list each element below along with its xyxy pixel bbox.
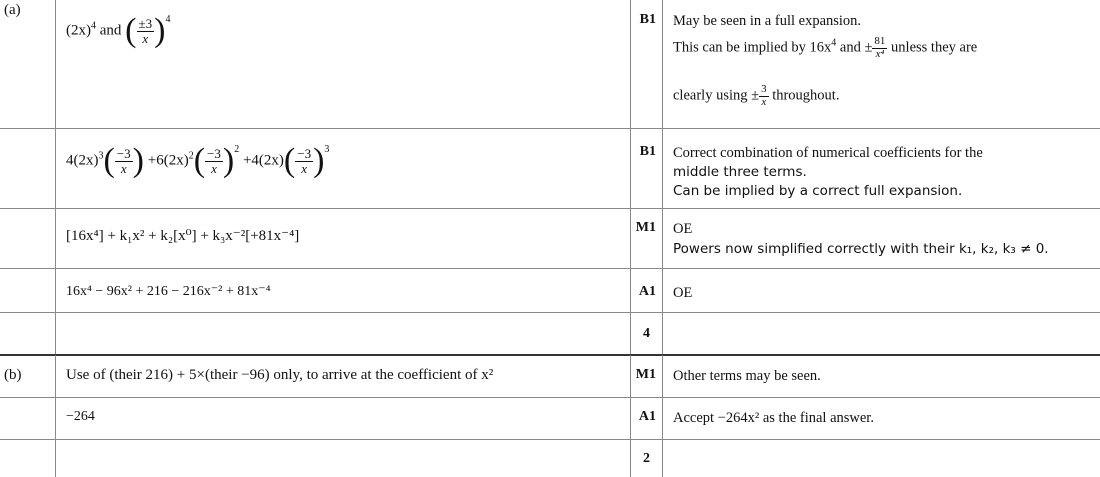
answer-expression: $4(2x)^3$( $\frac{-3}{x}$ ) $+6(2x)^2$( $\frac{-3}{x}$ )$^2$ +4(2x)( $\frac{-3}{x}$ )$^3$ [66,142,330,179]
guidance-line: OE [673,285,693,301]
guidance-cell [662,268,1100,312]
guidance-line: Can be implied by a correct full expansion. [673,183,963,199]
guidance-cell [662,355,1100,397]
answer-cell [55,128,630,208]
mark-cell [630,355,662,397]
guidance-line: middle three terms. [673,164,807,180]
part-cell [0,0,55,128]
mark-label: A1 [638,409,656,424]
part-label-a: (a) [4,2,21,18]
row-a-total [0,312,1100,356]
expr-and: and [99,22,122,39]
answer-cell [55,208,630,268]
total-mark: 4 [643,326,650,341]
guidance-cell [662,397,1100,439]
row-a-4 [0,268,1100,313]
expr-fraction: $\frac{\pm 3}{x}$ [138,15,153,46]
guidance-line: OE [673,221,693,237]
row-a-1 [0,0,1100,129]
answer-expression: [16x⁴] + k₁x² + k₂[x⁰] + k₃x⁻²[+81x⁻⁴] [66,228,300,244]
row-a-2 [0,128,1100,209]
part-cell [0,355,55,397]
answer-expression: 16x⁴ − 96x² + 216 − 216x⁻² + 81x⁻⁴ [66,284,271,299]
mark-cell [630,0,662,128]
guidance-line: This can be implied by $16x^4$ and ± $\frac{81}{\text{x⁴}}$ unless they are [673,35,978,60]
row-b-1 [0,355,1100,398]
total-mark: 2 [643,451,650,466]
mark-cell [630,208,662,268]
mark-cell [630,439,662,477]
mark-cell [630,312,662,354]
guidance-line: clearly using ± $\frac{3}{x}$ throughout. [673,83,840,108]
guidance-line: May be seen in a full expansion. [673,13,862,29]
mark-label: M1 [635,367,656,382]
answer-expression: Use of (their 216) + 5×(their −96) only, to arrive at the coefficient of x² [66,367,494,383]
row-b-total [0,439,1100,477]
mark-label: M1 [635,220,656,235]
mark-label: A1 [638,284,656,299]
answer-cell [55,0,630,128]
mark-label: B1 [639,144,656,159]
part-label-b: (b) [4,367,22,383]
mark-cell [630,397,662,439]
mark-cell [630,268,662,312]
row-a-3 [0,208,1100,269]
answer-cell [55,397,630,439]
guidance-cell [662,0,1100,128]
mark-label: B1 [639,12,656,27]
guidance-line: Powers now simplified correctly with their k₁, k₂, k₃ ≠ 0. [673,241,1049,257]
mark-cell [630,128,662,208]
answer-expression: −264 [66,409,95,424]
guidance-line: Other terms may be seen. [673,368,821,384]
guidance-cell [662,208,1100,268]
guidance-line: Accept −264x² as the final answer. [673,410,874,426]
answer-expression: $(2x)^4$ and ( $\frac{\pm 3}{x}$ )$^4$ [66,12,171,49]
answer-cell [55,268,630,312]
row-b-2 [0,397,1100,440]
answer-cell [55,355,630,397]
guidance-cell [662,128,1100,208]
expr-power: 4 [91,20,96,32]
fraction-power: 4 [165,14,171,25]
expr-term: (2x) [66,22,91,39]
guidance-line: Correct combination of numerical coefficients for the [673,145,983,161]
